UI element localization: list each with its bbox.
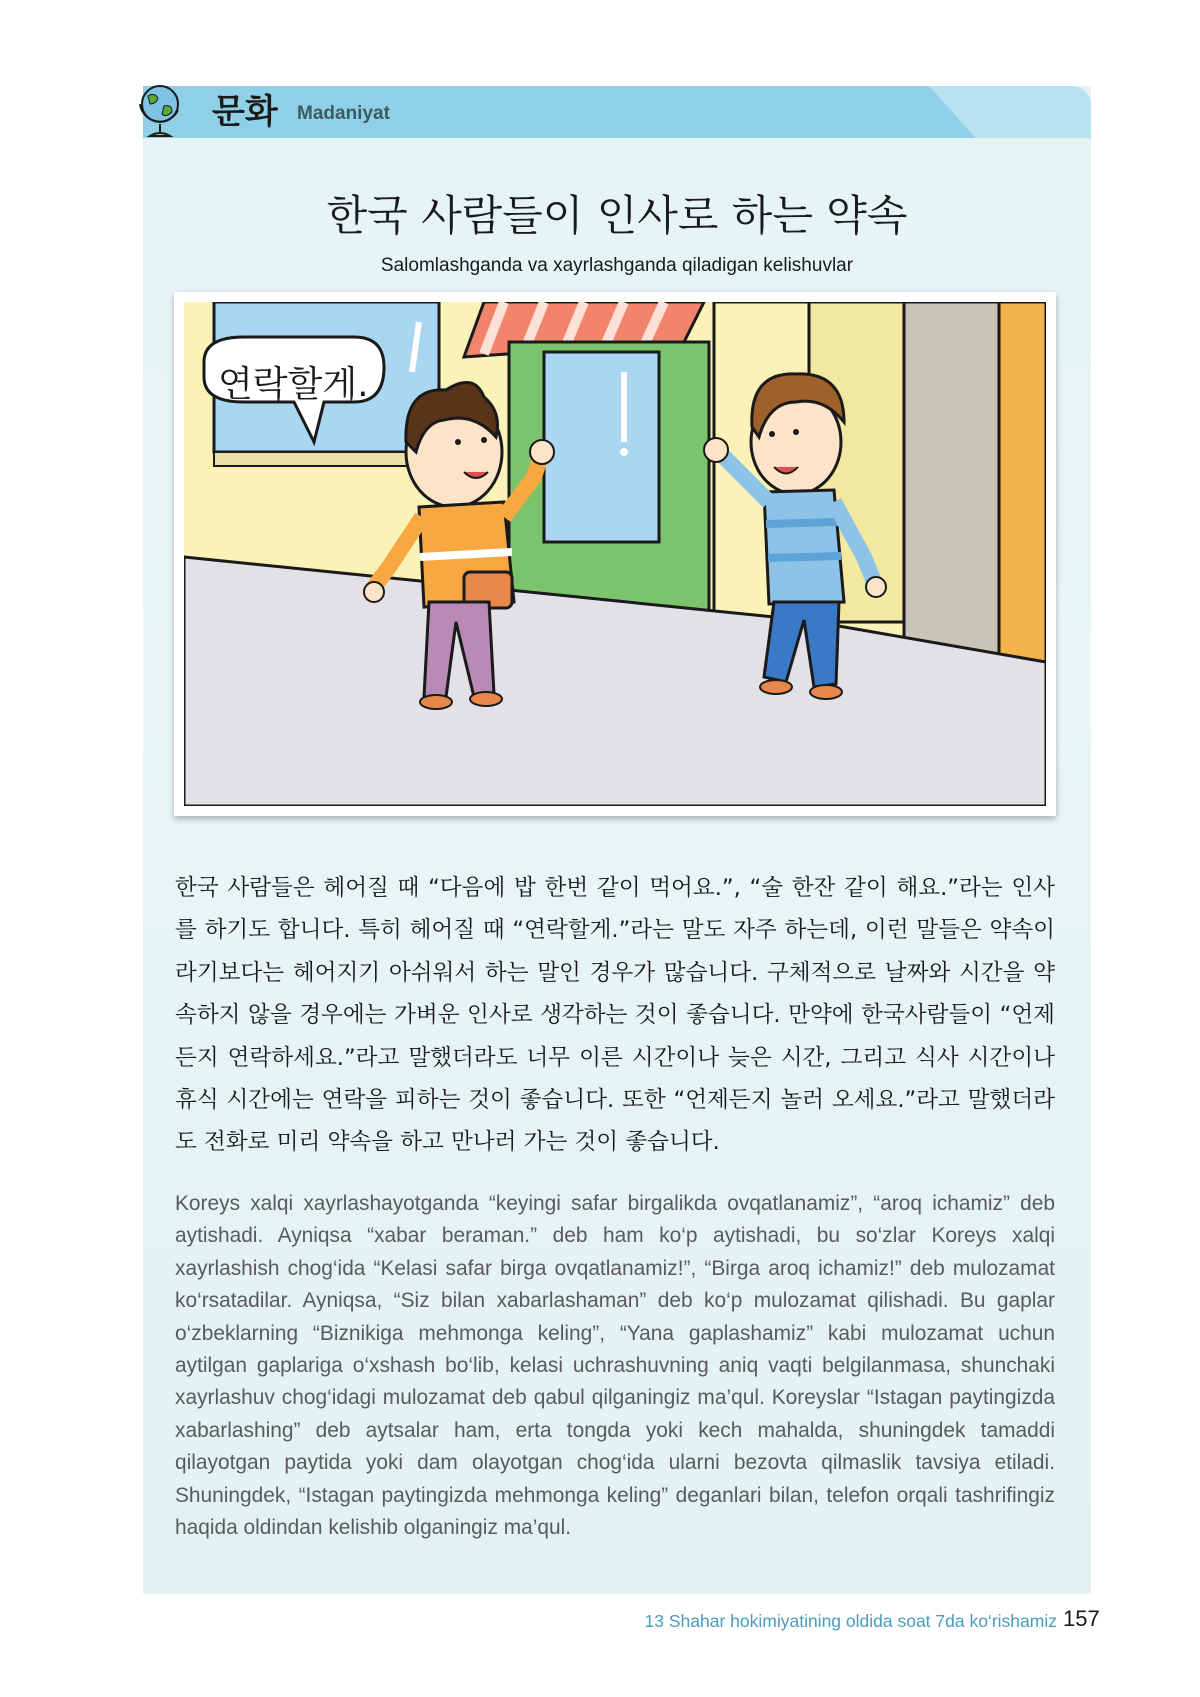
header-band-highlight [903,86,1091,138]
footer-chapter-title: 13 Shahar hokimiyatining oldida soat 7da ko‘rishamiz [644,1611,1057,1631]
page-title-uzbek: Salomlashganda va xayrlashganda qiladigan kelishuvlar [380,255,854,276]
section-header-band [143,86,1091,138]
section-label-uzbek: Madaniyat [297,103,390,124]
body-text-uzbek: Koreys xalqi xayrlashayotganda “keyingi safar birgalikda ovqatlanamiz”, “aroq ichamiz” deb aytishadi. Ayniqsa “xabar beraman.” deb ham ko‘p aytishadi, bu so‘zlar Koreys xalqi xayrlashish chog‘ida “Kelasi safar birga ovqatlanamiz!”, “Birga aroq ichamiz!” deb mulozamat ko‘rsatadilar. Ayniqsa, “Siz bilan xabarlashaman” deb ko‘p mulozamat qilishadi. Bu gaplar o‘zbeklarning “Biznikiga mehmonga keling”, “Yana gaplashamiz” kabi mulozamat uchun aytilgan gaplariga o‘xshash bo‘lib, kelasi uchrashuvning aniq vaqti belgilanmasa, shunchaki xayrlashuv chog‘idagi mulozamat deb qabul qilganingiz ma’qul. Koreyslar “Istagan paytingizda xabarlashing” deb aytsalar ham, erta tongda yoki kech mahalda, shuningdek tamaddi qilayotgan paytida yoki dam olayotgan chog‘ida ularni bezovta qilmaslik tavsiya etiladi. Shuningdek, “Istagan paytingizda mehmonga keling” deganlari bilan, telefon orqali tashrifingiz haqida oldindan kelishib olganingiz ma’qul. [175,1192,1055,1540]
page-title-korean: 한국 사람들이 인사로 하는 약속 [326,191,908,240]
section-label-korean: 문화 [212,92,278,132]
body-text-korean: 한국 사람들은 헤어질 때 “다음에 밥 한번 같이 먹어요.”, “술 한잔 같이 해요.”라는 인사를 하기도 합니다. 특히 헤어질 때 “연락할게.”라는 말도 자주 하는데, 이런 말들은 약속이라기보다는 헤어지기 아쉬워서 하는 말인 경우가 많습니다. 구체적으로 날짜와 시간을 약속하지 않을 경우에는 가벼운 인사로 생각하는 것이 좋습니다. 만약에 한국사람들이 “언제든지 연락하세요.”라고 말했더라도 너무 이른 시간이나 늦은 시간, 그리고 식사 시간이나 휴식 시간에는 연락을 피하는 것이 좋습니다. 또한 “언제든지 놀러 오세요.”라고 말했더라도 전화로 미리 약속을 하고 만나러 가는 것이 좋습니다. [175,875,1055,1156]
page-number: 157 [1063,1606,1100,1631]
globe-icon [138,84,182,140]
speech-bubble-text: 연락할게. [218,364,369,405]
